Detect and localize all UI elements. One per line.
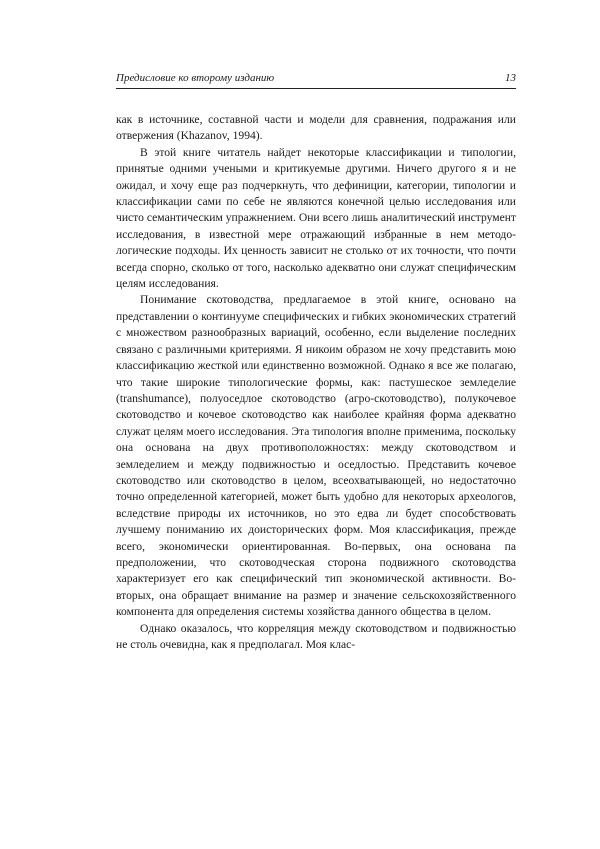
header-rule (116, 88, 516, 89)
running-title: Предисловие ко второму изданию (116, 72, 275, 84)
paragraph: Понимание скотоводства, предлагаемое в этой книге, основано на представлении о континууме специфических и гибких экономических стратегий с множеством разнообразных вариаций, особенно, если выделение последних связано с различными критериями. Я никоим образом не хочу представить мою классификацию жесткой или единственно возможной. Однако я все же полагаю, что такие широкие типологические формы, как: пастушеское земледелие (transhumance), полуоседлое скотоводство (агро-скотоводство), полукочевое скотоводство и кочевое скотоводство как наиболее крайняя форма адекватно служат целям моего исследования. Эта типология вполне применима, поскольку она основана на двух противоположностях: между скотоводством и земледелием и между подвижностью и оседлостью. Представить кочевое скотоводство или скотоводство в целом, всеохватывающей, но недостаточно точно определенной категорией, может быть удобно для некоторых археологов, вследствие природы их источников, но это едва ли будет способствовать лучшему пониманию их доисторических форм. Моя классификация, прежде всего, экономически ориентированная. Во-первых, она основана па предположении, что скотоводческая сторона подвижного скотоводства характеризует его как специфический тип экономической активности. Во-вторых, она обращает внимание на размер и значение сельскохозяйственного компонента для определения системы хозяйства данного общества в целом. (116, 293, 516, 619)
paragraph: В этой книге читатель найдет некоторые классификации и типологии, принятые одними учеными и критикуемые другими. Ничего другого я и не ожидал, и хочу еще раз подчеркнуть, что дефиниции, категории, типологии и классификации сами по себе не являются конечной целью исследования или чисто семантическим упражнением. Они всего лишь аналитический инструмент исследования, в известной мере отражающий избранные в нем методологические подходы. Их ценность зависит не столько от их точности, что почти всегда спорно, сколько от того, насколько адекватно они служат специфическим целям исследования. (116, 145, 516, 291)
running-header (116, 72, 516, 88)
paragraph: Однако оказалось, что корреляция между скотоводством и подвижностью не столь очевидна, как я предполагал. Моя клас- (116, 621, 516, 651)
page-number: 13 (505, 72, 516, 84)
paragraph-continuation: как в источнике, составной части и модели для сравнения, подражания или отвержения (Khazanov, 1994). (116, 113, 516, 143)
body-text (116, 112, 516, 653)
